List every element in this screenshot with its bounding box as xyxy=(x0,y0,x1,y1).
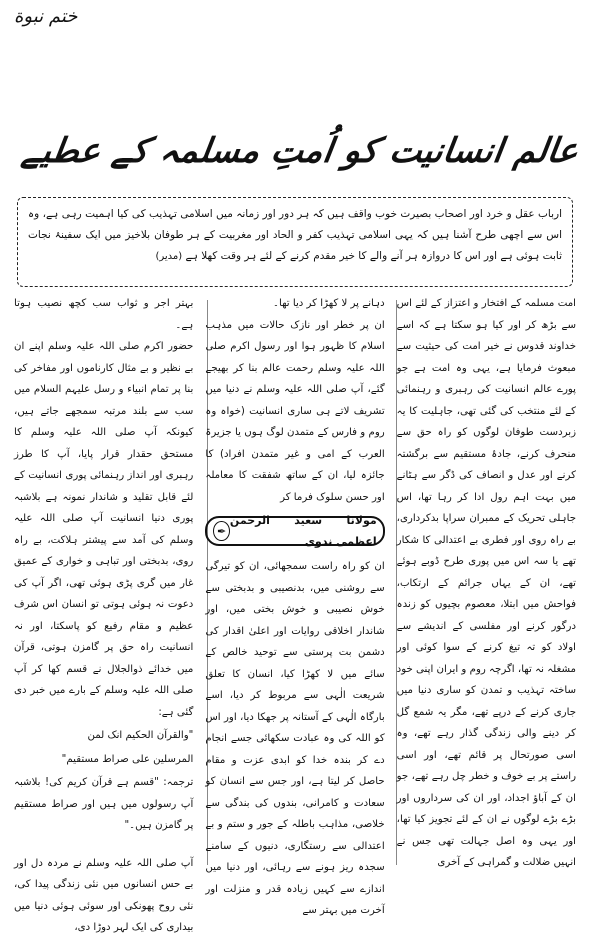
title-area xyxy=(19,110,581,190)
author-badge xyxy=(205,513,384,548)
paragraph: ان پر خطر اور نازک حالات میں مذہب اسلام کا ظہور ہوا اور رسول اکرم صلی اللہ علیہ وسلم رحمت عالم بنا کر بھیجے گئے، آپ صلی اللہ علیہ وسلم نے دنیا میں تشریف لاتے ہی ساری انسانیت (خواہ وہ روم و فارس کے متمدن لوگ ہوں یا جزیرۃ العرب کے امی و غیر متمدن افراد) کا جائزہ لیا، ان کے ساتھ شفقت کا معاملہ اور حسن سلوک فرما کر xyxy=(205,319,385,503)
paragraph: ان کو راہ راست سمجھائی، ان کو تیرگی سے روشنی میں، بدنصیبی و بدبختی سے خوش نصیبی و خوش بختی میں، اور شاندار اخلاقی روایات اور اعلیٰ اقدار کی دشمن بت پرستی سے توحید خالص کے سائے میں لا کھڑا کیا، انسان کا تعلق شریعت الٰہی سے مربوط کر دیا، اسے بارگاہ الٰہی کے آستانہ پر جھکا دیا، اور اس کو اللہ کی وہ عبادت سکھائی جسے انجام دے کر بندہ خدا کو ابدی عزت و مقام حاصل کر لیتا ہے، اور جس سے انسان کو سعادت و کامرانی، بندوں کی بندگی سے خلاصی، مذاہب باطلہ کے جور و ستم و بے اعتدالی سے رستگاری، دنیوں کے سامنے سجدہ ریز ہونے سے رہائی، اور دنیا میں اندازے سے کہیں زیادہ قدر و منزلت اور آخرت میں بہتر سے xyxy=(205,561,385,916)
column-middle xyxy=(205,293,385,916)
intro-text: ارباب عقل و خرد اور اصحاب بصیرت خوب واقف ہیں کہ ہر دور اور زمانہ میں اسلامی تہذیب کی کیا اہمیت رہی ہے، وہ اس سے اچھی طرح آشنا ہیں کہ یہی اسلامی تہذیب کفر و الحاد اور مغربیت کے ہر طوفان بلاخیز میں ایک سفینۂ نجات ثابت ہوئی ہے اور اس کا دروازہ ہر آنے والے کا خیر مقدم کرنے کے لئے ہر وقت کھلا ہے xyxy=(28,208,562,262)
paragraph: حضور اکرم صلی اللہ علیہ وسلم اپنے ان بے نظیر و بے مثال کارناموں اور مفاخر کی بنا پر تمام انبیاء و رسل علیہم السلام میں سب سے بلند مرتبہ سمجھے جاتے ہیں، کیونکہ آپ صلی اللہ علیہ وسلم کا مستحق حقدار قرار پایا، آپ کا طرز رہبری اور انداز رہنمائی پوری انسانیت کے لئے قابل تقلید و شاندار نمونہ ہے بلاشبہ پوری دنیا انسانیت آپ صلی اللہ علیہ وسلم کی آمد سے پیشتر ہلاکت، بے راہ روی، بدبختی اور تباہی و خواری کے عمیق غار میں گری پڑی ہوئی تھی، اگر آپ کی دعوت نہ ہوئی ہوتی تو انسان اس شرف عظیم و مقام رفیع کو پاسکتا، اور نہ انسانیت راہ حق پر گامزن ہوتی، قرآن میں خدائے ذوالجلال نے قسم کھا کر آپ صلی اللہ علیہ وسلم کے بارے میں خبر دی گئی ہے: xyxy=(14,341,194,718)
paragraph: دہانے پر لا کھڑا کر دیا تھا۔ xyxy=(273,298,385,309)
verse-translation: ترجمہ: "قسم ہے قرآن کریم کی! بلاشبہ آپ رسولوں میں ہیں اور صراط مستقیم پر گامزن ہیں۔" xyxy=(14,777,194,831)
editor-tag: (مدیر) xyxy=(155,251,183,262)
column-right xyxy=(397,293,576,871)
author-name: مولانا سعید الرحمن اعظمی ندوی xyxy=(229,513,377,548)
quran-verse: المرسلین علی صراط مستقیم" xyxy=(61,753,194,765)
paragraph: امت مسلمہ کے افتخار و اعتزاز کے لئے اس سے بڑھ کر اور کیا ہو سکتا ہے کہ اسے خداوند قدوس نے خیر امت کی حیثیت سے مبعوث فرمایا ہے، یہی وہ امت ہے جو پورے عالم انسانیت کی رہبری و رہنمائی کے لئے منتخب کی گئی تھی، جاہلیت کا یہ زبردست طوفان لوگوں کو راہ حق سے منحرف کرنے، جادۂ مستقیم سے برگشتہ کرنے اور عدل و انصاف کی ڈگر سے ہٹانے میں بہت اہم رول ادا کر رہا تھا، اس جاہلی تحریک کے ممبران سراپا بدکرداری، بے راہ روی اور فطری بے اعتدالی کا شکار تھے یا سہ اس میں پوری طرح ڈوبے ہوئے تھے، ان کے یہاں جرائم کے ارتکاب، فواحش میں ابتلا، معصوم بچیوں کو زندہ درگور کرنے اور مفلسی کے اندیشے سے اولاد کو تہ تیغ کرنے کے سوا کوئی اور مشغلہ نہ تھا، اگرچہ روم و ایران اپنی خود ساختہ تہذیب و تمدن کو ساری دنیا میں جاری کرنے کے درپے تھے، مگر یہ شمع گل کر دینے والی زندگی گذار رہے تھے، وہ اسی صورتحال پر قائم تھے، اور اسی راستے پر بے خوف و خطر چل رہے تھے، جو ان کے آباؤ اجداد، اور ان کی سرداروں اور بڑے بڑے لوگوں نے ان کے لئے تجویز کیا تھا، اور یہی وہ اصل جہالت تھی جس نے انہیں ضلالت و گمراہی کے آخری xyxy=(396,298,576,868)
article-title: عالم انسانیت کو اُمتِ مسلمہ کے عطیے xyxy=(19,130,581,171)
column-left xyxy=(14,293,194,933)
intro-box xyxy=(17,197,573,287)
quran-verse: "والقرآن الحکیم انک لمن xyxy=(87,730,194,741)
pen-icon: ✒ xyxy=(213,521,230,541)
spacer xyxy=(14,839,193,853)
magazine-logo: ختم نبوة xyxy=(14,6,78,27)
paragraph: بہتر اجر و ثواب سب کچھ نصیب ہوتا ہے۔ xyxy=(14,298,194,331)
article-columns xyxy=(14,293,576,933)
paragraph: آپ صلی اللہ علیہ وسلم نے مردہ دل اور بے حس انسانوں میں نئی زندگی پیدا کی، نئی روح پھونکی اور سوئی ہوئی دنیا میں بیداری کی ایک لہر دوڑا دی، xyxy=(14,857,194,933)
